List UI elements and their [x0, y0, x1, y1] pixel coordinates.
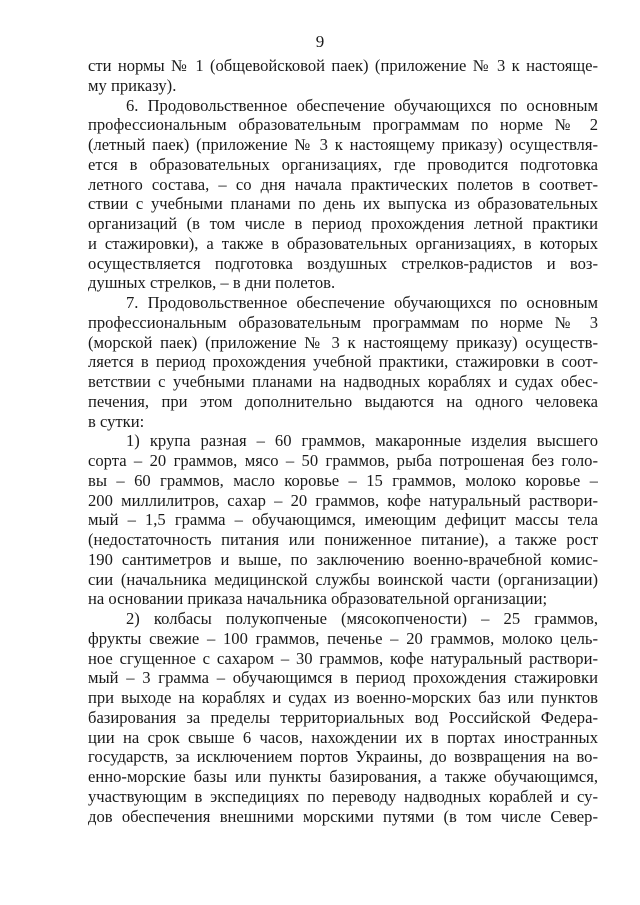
- text-line: осуществляется подготовка воздушных стрелков-радистов и воз-: [88, 253, 598, 273]
- text-line: 6. Продовольственное обеспечение обучающихся по основным: [126, 95, 598, 115]
- text-line: при выходе на кораблях и судах из военно-морских баз или пунктов: [88, 688, 598, 707]
- text-line: мый – 3 грамма – обучающимся в период прохождения стажировки: [88, 668, 598, 688]
- text-line: ляется в период прохождения учебной практики, стажировки в соот-: [88, 352, 598, 372]
- document-body: [88, 56, 598, 826]
- text-line: сорта – 20 граммов, мясо – 50 граммов, рыба потрошеная без голо-: [88, 451, 598, 470]
- text-line: ное сгущенное с сахаром – 30 граммов, кофе натуральный раствори-: [88, 648, 598, 668]
- text-line: на основании приказа начальника образовательной организации;: [88, 589, 548, 609]
- text-line: фрукты свежие – 100 граммов, печенье – 20 граммов, молоко цель-: [88, 628, 598, 648]
- text-line: мый – 1,5 грамма – обучающимся, имеющим дефицит массы тела: [88, 510, 598, 530]
- text-line: ции на срок свыше 6 часов, нахождении их в портах иностранных: [88, 727, 598, 747]
- text-line: (морской паек) (приложение № 3 к настоящему приказу) осуществ-: [88, 332, 598, 352]
- text-line: и стажировки), а также в образовательных организациях, в которых: [88, 233, 598, 253]
- text-line: 190 сантиметров и выше, по заключению военно-врачебной комис-: [88, 549, 598, 569]
- text-line: в сутки:: [88, 411, 145, 431]
- text-line: душных стрелков, – в дни полетов.: [88, 273, 336, 293]
- text-line: 7. Продовольственное обеспечение обучающихся по основным: [126, 293, 598, 312]
- text-line: государств, за исключением портов Украины, до возвращения на во-: [88, 747, 598, 767]
- text-line: профессиональным образовательным программам по норме № 2: [88, 115, 598, 135]
- text-line: летного состава, – со дня начала практических полетов в соответ-: [88, 174, 598, 194]
- text-line: му приказу).: [88, 75, 177, 95]
- text-line: 200 миллилитров, сахар – 20 граммов, кофе натуральный раствори-: [88, 490, 598, 510]
- text-line: ствии с учебными планами по день их выпуска из образовательных: [88, 194, 598, 214]
- text-line: (недостаточность питания или пониженное питание), а также рост: [88, 530, 598, 549]
- text-line: участвующим в экспедициях по переводу надводных кораблей и су-: [88, 786, 598, 806]
- text-line: ветствии с учебными планами на надводных кораблях и судах обес-: [88, 372, 598, 391]
- text-line: организаций (в том числе в период прохождения летной практики: [88, 214, 598, 233]
- text-line: сии (начальника медицинской службы воинской части (организации): [88, 569, 598, 589]
- text-line: енно-морские базы или пункты базирования, а также обучающимся,: [88, 767, 598, 786]
- text-line: (летный паек) (приложение № 3 к настоящему приказу) осуществля-: [88, 135, 598, 154]
- text-line: 2) колбасы полукопченые (мясокопчености) – 25 граммов,: [126, 609, 598, 628]
- text-line: профессиональным образовательным программам по норме № 3: [88, 312, 598, 332]
- text-line: базирования за пределы территориальных вод Российской Федера-: [88, 707, 598, 727]
- text-line: сти нормы № 1 (общевойсковой паек) (приложение № 3 к настояще-: [88, 56, 598, 75]
- text-line: вы – 60 граммов, масло коровье – 15 граммов, молоко коровье –: [88, 470, 598, 490]
- page-number: 9: [315, 32, 325, 51]
- text-line: ется в образовательных организациях, где проводится подготовка: [88, 154, 598, 174]
- text-line: 1) крупа разная – 60 граммов, макаронные изделия высшего: [126, 431, 598, 451]
- text-line: дов обеспечения внешними морскими путями (в том числе Север-: [88, 806, 598, 826]
- text-line: печения, при этом дополнительно выдаются на одного человека: [88, 391, 598, 411]
